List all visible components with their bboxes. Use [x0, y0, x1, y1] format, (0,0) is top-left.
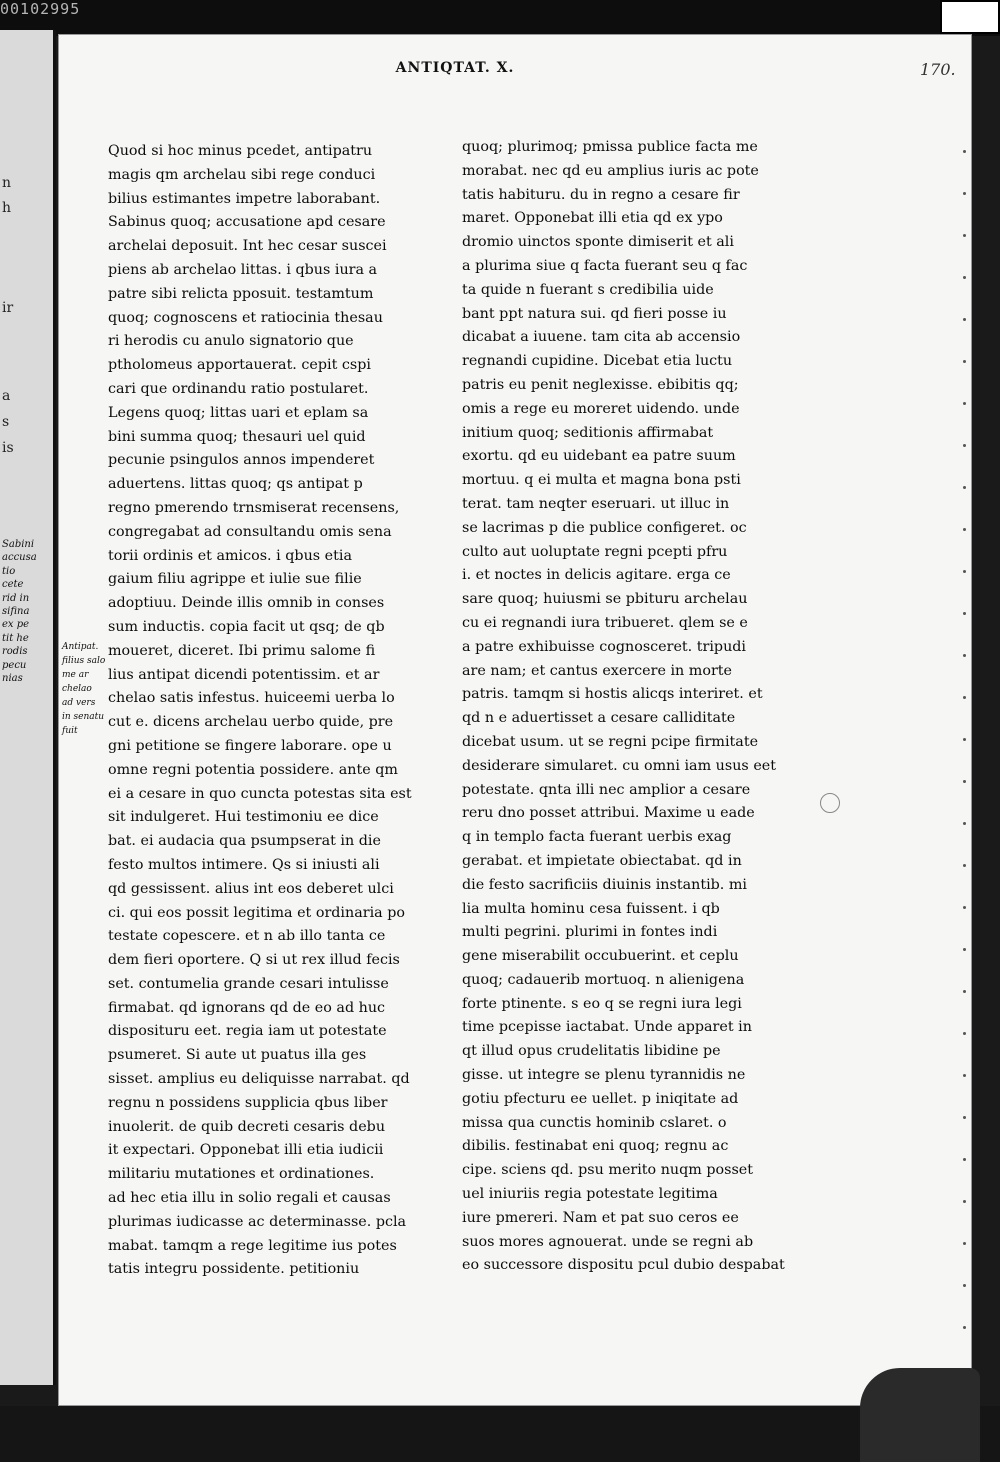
- text-line: sisset. amplius eu deliquisse narrabat. qd: [108, 1071, 410, 1088]
- text-line: maret. Opponebat illi etia qd ex ypo: [462, 210, 723, 227]
- pricking-dot: [963, 990, 966, 993]
- pricking-dot: [963, 276, 966, 279]
- text-line: a patre exhibuisse cognosceret. tripudi: [462, 638, 746, 655]
- text-line: magis qm archelau sibi rege conduci: [108, 166, 376, 183]
- pricking-dot: [963, 948, 966, 951]
- pricking-dot: [963, 738, 966, 741]
- text-line: Legens quoq; littas uari et eplam sa: [108, 404, 369, 421]
- text-line: exortu. qd eu uidebant ea patre suum: [462, 448, 736, 465]
- pricking-marks: [960, 50, 970, 1390]
- text-line: cu ei regnandi iura tribueret. qlem se e: [462, 614, 748, 631]
- pricking-dot: [963, 192, 966, 195]
- text-line: dicebat usum. ut se regni pcipe firmitate: [462, 733, 759, 750]
- pricking-dot: [963, 528, 966, 531]
- gloss-line: filius salo: [62, 656, 106, 666]
- text-line: q in templo facta fuerant uerbis exag: [462, 829, 732, 846]
- text-line: congregabat ad consultandu omis sena: [108, 523, 392, 540]
- text-line: aduertens. littas quoq; qs antipat p: [108, 476, 363, 493]
- text-line: plurimas iudicasse ac determinasse. pcla: [108, 1213, 407, 1230]
- text-line: dibilis. festinabat eni quoq; regnu ac: [462, 1138, 729, 1155]
- left-page-fragment: n: [2, 175, 12, 191]
- text-line: ta quide n fuerant s credibilia uide: [462, 281, 714, 298]
- pricking-dot: [963, 486, 966, 489]
- left-page-fragment: h: [2, 200, 12, 216]
- text-line: it expectari. Opponebat illi etia iudicii: [108, 1142, 384, 1159]
- pricking-dot: [963, 822, 966, 825]
- text-line: initium quoq; seditionis affirmabat: [462, 424, 714, 441]
- pricking-dot: [963, 864, 966, 867]
- text-line: bilius estimantes impetre laborabant.: [108, 190, 381, 207]
- text-line: suos mores agnouerat. unde se regni ab: [462, 1233, 754, 1250]
- text-line: archelai deposuit. Int hec cesar suscei: [108, 238, 387, 255]
- pricking-dot: [963, 444, 966, 447]
- text-line: gni petitione se fingere laborare. ope u: [108, 737, 392, 754]
- gloss-line: ad vers: [62, 698, 96, 708]
- text-line: qd n e aduertisset a cesare calliditate: [462, 710, 736, 727]
- text-line: a plurima siue q facta fuerant seu q fac: [462, 257, 748, 274]
- gloss-line: accusa: [2, 552, 37, 564]
- text-line: eo successore dispositu pcul dubio despabat: [462, 1257, 785, 1274]
- gloss-line: chelao: [62, 684, 92, 694]
- text-line: iure pmereri. Nam et pat suo ceros ee: [462, 1209, 739, 1226]
- text-line: lius antipat dicendi potentissim. et ar: [108, 666, 380, 683]
- gloss-line: pecu: [2, 659, 27, 671]
- text-line: cut e. dicens archelau uerbo quide, pre: [108, 714, 394, 731]
- text-line: patre sibi relicta pposuit. testamtum: [108, 285, 374, 302]
- text-line: terat. tam neqter eseruari. ut illuc in: [462, 495, 730, 512]
- text-line: piens ab archelao littas. i qbus iura a: [108, 261, 378, 278]
- margin-gloss-left: [2, 538, 54, 685]
- margin-gloss-middle: [62, 640, 106, 738]
- text-line: ri herodis cu anulo signatorio que: [108, 333, 354, 350]
- text-line: missa qua cunctis hominib cslaret. o: [462, 1114, 727, 1131]
- holding-thumb: [860, 1368, 980, 1462]
- pricking-dot: [963, 360, 966, 363]
- text-line: psumeret. Si aute ut puatus illa ges: [108, 1047, 367, 1064]
- text-line: qt illud opus crudelitatis libidine pe: [462, 1043, 721, 1060]
- text-line: time pcepisse iactabat. Unde apparet in: [462, 1019, 752, 1036]
- gloss-line: tio: [2, 565, 16, 577]
- left-page-fragment: a: [2, 388, 11, 404]
- text-line: gotiu pfecturu ee uellet. p iniqitate ad: [462, 1090, 739, 1107]
- text-line: qd gessissent. alius int eos deberet ulci: [108, 880, 394, 897]
- pricking-dot: [963, 1284, 966, 1287]
- gloss-line: tit he: [2, 632, 29, 644]
- text-line: regnu n possidens supplicia qbus liber: [108, 1094, 388, 1111]
- text-line: dem fieri oportere. Q si ut rex illud fecis: [108, 952, 400, 969]
- text-line: regnandi cupidine. Dicebat etia luctu: [462, 353, 733, 370]
- text-line: sare quoq; huiusmi se pbituru archelau: [462, 591, 748, 608]
- text-column-left: [108, 140, 438, 1282]
- text-line: cari que ordinandu ratio postularet.: [108, 380, 369, 397]
- gloss-line: me ar: [62, 670, 89, 680]
- text-line: lia multa hominu cesa fuissent. i qb: [462, 900, 720, 917]
- text-column-right: [462, 136, 792, 1278]
- text-line: inuolerit. de quib decreti cesaris debu: [108, 1118, 386, 1135]
- text-line: set. contumelia grande cesari intulisse: [108, 975, 389, 992]
- pricking-dot: [963, 654, 966, 657]
- text-line: ad hec etia illu in solio regali et causas: [108, 1190, 391, 1207]
- text-line: se lacrimas p die publice configeret. oc: [462, 519, 747, 536]
- pricking-dot: [963, 1200, 966, 1203]
- left-page-fragment: is: [2, 440, 14, 456]
- text-line: chelao satis infestus. huiceemi uerba lo: [108, 690, 395, 707]
- text-line: sum inductis. copia facit ut qsq; de qb: [108, 618, 385, 635]
- text-line: ei a cesare in quo cuncta potestas sita est: [108, 785, 412, 802]
- left-facing-page: [0, 30, 56, 1385]
- folio-number: 170.: [920, 60, 956, 79]
- pricking-dot: [963, 1242, 966, 1245]
- left-page-fragment: ir: [2, 300, 14, 316]
- gloss-line: sifina: [2, 606, 30, 618]
- gloss-line: rodis: [2, 646, 28, 658]
- pricking-dot: [963, 696, 966, 699]
- text-line: morabat. nec qd eu amplius iuris ac pote: [462, 162, 759, 179]
- text-line: tatis habituru. du in regno a cesare fir: [462, 186, 740, 203]
- gloss-line: Antipat.: [62, 642, 99, 652]
- pricking-dot: [963, 906, 966, 909]
- text-line: forte ptinente. s eo q se regni iura legi: [462, 995, 742, 1012]
- gloss-line: nias: [2, 673, 23, 685]
- pricking-dot: [963, 150, 966, 153]
- text-line: bant ppt natura sui. qd fieri posse iu: [462, 305, 727, 322]
- text-line: cipe. sciens qd. psu merito nuqm posset: [462, 1162, 754, 1179]
- text-line: bat. ei audacia qua psumpserat in die: [108, 833, 381, 850]
- text-line: gene miserabilit occubuerint. et ceplu: [462, 948, 739, 965]
- gloss-line: ex pe: [2, 619, 30, 631]
- gloss-line: in senatu: [62, 712, 105, 722]
- left-page-fragment: s: [2, 414, 10, 430]
- gloss-line: fuit: [62, 726, 78, 736]
- text-line: desiderare simularet. cu omni iam usus eet: [462, 757, 776, 774]
- text-line: mabat. tamqm a rege legitime ius potes: [108, 1237, 397, 1254]
- text-line: adoptiuu. Deinde illis omnib in conses: [108, 595, 385, 612]
- running-title: ANTIQTAT. X.: [395, 60, 515, 76]
- text-line: i. et noctes in delicis agitare. erga ce: [462, 567, 731, 584]
- text-line: patris eu penit neglexisse. ebibitis qq;: [462, 376, 739, 393]
- text-line: Quod si hoc minus pcedet, antipatru: [108, 143, 373, 159]
- text-line: ptholomeus apportauerat. cepit cspi: [108, 357, 371, 374]
- text-line: bini summa quoq; thesauri uel quid: [108, 428, 366, 445]
- text-line: sit indulgeret. Hui testimoniu ee dice: [108, 809, 379, 826]
- text-line: Sabinus quoq; accusatione apd cesare: [108, 214, 386, 231]
- text-line: moueret, diceret. Ibi primu salome fi: [108, 642, 376, 659]
- gloss-line: rid in: [2, 592, 30, 604]
- text-line: gisse. ut integre se plenu tyrannidis ne: [462, 1067, 746, 1084]
- text-line: ci. qui eos possit legitima et ordinaria po: [108, 904, 405, 921]
- text-line: quoq; cadauerib mortuoq. n alienigena: [462, 971, 745, 988]
- pricking-dot: [963, 318, 966, 321]
- pricking-dot: [963, 1326, 966, 1329]
- text-line: tatis integru possidente. petitioniu: [108, 1261, 360, 1278]
- text-line: patris. tamqm si hostis alicqs interiret. et: [462, 686, 763, 703]
- text-line: mortuu. q ei multa et magna bona psti: [462, 472, 741, 489]
- pricking-dot: [963, 780, 966, 783]
- text-line: disposituru eet. regia iam ut potestate: [108, 1023, 387, 1040]
- pricking-dot: [963, 1032, 966, 1035]
- text-line: firmabat. qd ignorans qd de eo ad huc: [108, 999, 386, 1016]
- text-line: omis a rege eu moreret uidendo. unde: [462, 400, 740, 417]
- text-line: potestate. qnta illi nec amplior a cesare: [462, 781, 751, 798]
- archive-id: 00102995: [0, 0, 81, 18]
- text-line: die festo sacrificiis diuinis instantib. mi: [462, 876, 748, 893]
- pricking-dot: [963, 1116, 966, 1119]
- pricking-dot: [963, 1074, 966, 1077]
- text-line: quoq; cognoscens et ratiocinia thesau: [108, 309, 383, 326]
- pricking-dot: [963, 234, 966, 237]
- top-film-strip: [0, 0, 1000, 36]
- bottom-film-strip: [0, 1406, 1000, 1462]
- text-line: reru dno posset attribui. Maxime u eade: [462, 805, 755, 822]
- pricking-dot: [963, 1158, 966, 1161]
- scale-ruler: [940, 0, 1000, 34]
- text-line: gaium filiu agrippe et iulie sue filie: [108, 571, 362, 588]
- text-line: are nam; et cantus exercere in morte: [462, 662, 732, 679]
- text-line: pecunie psingulos annos impenderet: [108, 452, 375, 469]
- pricking-dot: [963, 570, 966, 573]
- text-line: omne regni potentia possidere. ante qm: [108, 761, 398, 778]
- gloss-line: cete: [2, 579, 24, 591]
- pricking-dot: [963, 612, 966, 615]
- text-line: multi pegrini. plurimi in fontes indi: [462, 924, 718, 941]
- gloss-line: Sabini: [2, 539, 35, 550]
- text-line: torii ordinis et amicos. i qbus etia: [108, 547, 352, 564]
- text-line: gerabat. et impietate obiectabat. qd in: [462, 852, 742, 869]
- pricking-dot: [963, 402, 966, 405]
- text-line: quoq; plurimoq; pmissa publice facta me: [462, 139, 758, 155]
- text-line: dromio uinctos sponte dimiserit et ali: [462, 234, 734, 251]
- text-line: festo multos intimere. Qs si iniusti ali: [108, 856, 380, 873]
- text-line: culto aut uoluptate regni pcepti pfru: [462, 543, 728, 560]
- text-line: dicabat a iuuene. tam cita ab accensio: [462, 329, 741, 346]
- text-line: militariu mutationes et ordinationes.: [108, 1166, 375, 1183]
- text-line: regno pmerendo trnsmiserat recensens,: [108, 499, 400, 516]
- text-line: uel iniuriis regia potestate legitima: [462, 1186, 718, 1203]
- text-line: testate copescere. et n ab illo tanta ce: [108, 928, 386, 945]
- parchment-hole: [820, 793, 840, 813]
